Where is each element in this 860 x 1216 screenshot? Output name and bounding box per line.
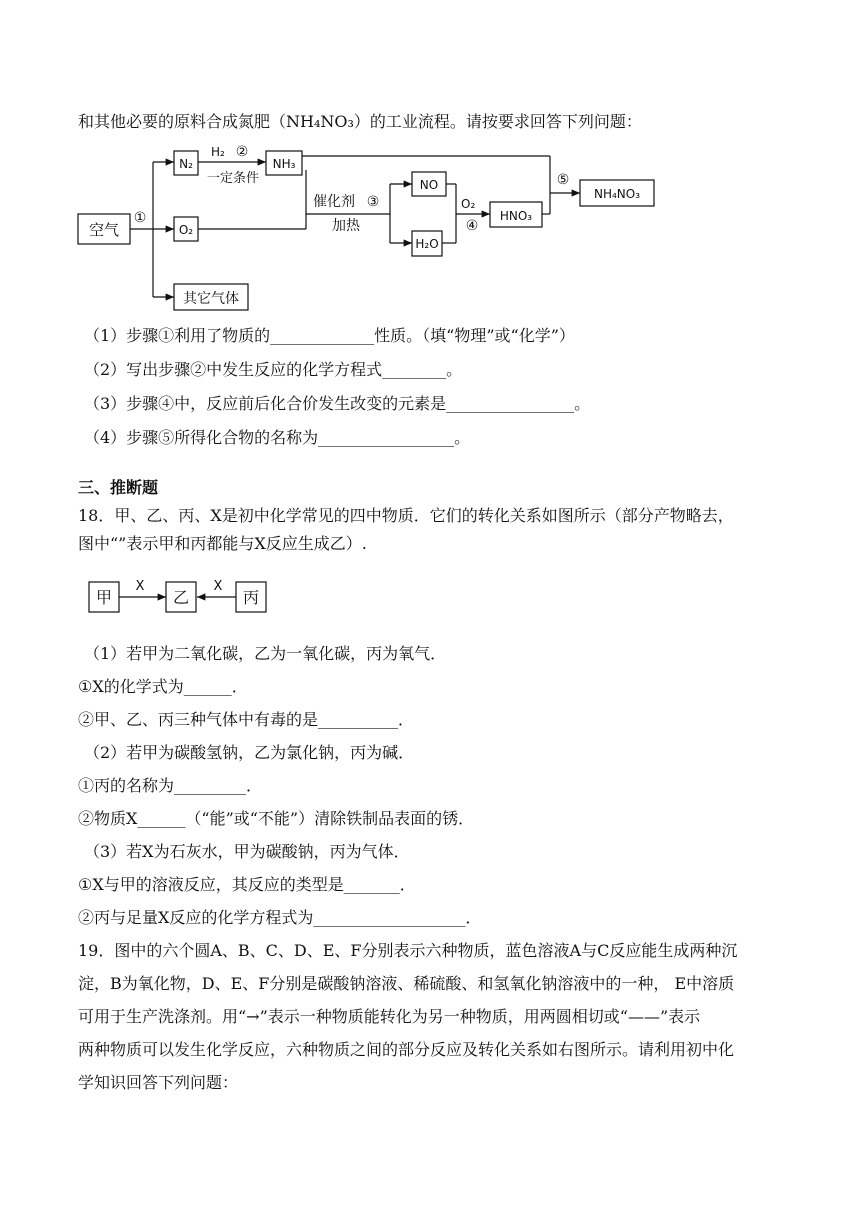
q17-part1: （1）步骤①利用了物质的_____________性质。（填“物理”或“化学”） <box>84 326 575 345</box>
q18-diagram <box>84 576 274 620</box>
q19-line: 可用于生产洗涤剂。用“→”表示一种物质能转化为另一种物质，用两圆相切或“——”表示 <box>78 1007 701 1026</box>
step1-label: ① <box>133 210 147 226</box>
process-flow-diagram <box>70 140 670 315</box>
q18-line: ②物质X______（“能”或“不能”）清除铁制品表面的锈． <box>78 809 475 828</box>
other-gas-label: 其它气体 <box>183 291 239 307</box>
q17-part4: （4）步骤⑤所得化合物的名称为_________________。 <box>84 428 471 447</box>
step2-label: ② <box>235 144 249 160</box>
q19-line: 学知识回答下列问题： <box>78 1073 239 1092</box>
h2-label: H₂ <box>211 145 225 159</box>
condition-label: 一定条件 <box>206 171 260 186</box>
h2o-label: H₂O <box>415 237 439 251</box>
nh3-label: NH₃ <box>272 157 296 171</box>
q18-line: ①X与甲的溶液反应，其反应的类型是_______． <box>78 875 416 894</box>
q18-line: （3）若X为石灰水，甲为碳酸钠，丙为气体． <box>84 842 410 861</box>
o2-label: O₂ <box>178 223 194 237</box>
q19-line: 19．图中的六个圆A、B、C、D、E、F分别表示六种物质，蓝色溶液A与C反应能生成两种沉 <box>78 941 738 960</box>
step3-label: ③ <box>366 194 380 210</box>
q18-line: （2）若甲为碳酸氢钠，乙为氯化钠，丙为碱． <box>84 743 415 762</box>
q19-line: 淀，B为氧化物，D、E、F分别是碳酸钠溶液、稀硫酸、和氢氧化钠溶液中的一种， E中溶质 <box>78 974 735 993</box>
q18-line: （1）若甲为二氧化碳，乙为一氧化碳，丙为氧气． <box>84 644 447 663</box>
nh4no3-label: NH₄NO₃ <box>593 187 641 201</box>
q18-stem-line1: 18．甲、乙、丙、X是初中化学常见的四中物质．它们的转化关系如图所示（部分产物略去， <box>78 506 734 525</box>
x-label-left: X <box>135 579 145 594</box>
q18-stem-line2: 图中“”表示甲和丙都能与X反应生成乙）. <box>78 534 367 553</box>
catalyst-label: 催化剂 <box>313 194 355 210</box>
jia-label: 甲 <box>95 588 113 607</box>
q18-line: ①丙的名称为_________． <box>78 776 263 795</box>
n2-label: N₂ <box>179 157 193 171</box>
q18-line: ②丙与足量X反应的化学方程式为___________________． <box>78 908 482 927</box>
q17-part2: （2）写出步骤②中发生反应的化学方程式________。 <box>84 360 463 379</box>
section-heading: 三、推断题 <box>78 478 159 497</box>
q18-line: ①X的化学式为______． <box>78 677 248 696</box>
hno3-label: HNO₃ <box>499 209 533 223</box>
q17-part3: （3）步骤④中，反应前后化合价发生改变的元素是________________。 <box>84 394 591 413</box>
q18-line: ②甲、乙、丙三种气体中有毒的是__________． <box>78 710 415 729</box>
heat-label: 加热 <box>332 218 360 234</box>
intro-text: 和其他必要的原料合成氮肥（NH₄NO₃）的工业流程。请按要求回答下列问题： <box>78 112 642 131</box>
q19-line: 两种物质可以发生化学反应，六种物质之间的部分反应及转化关系如右图所示。请利用初中化 <box>78 1040 735 1059</box>
o2-reagent-label: O₂ <box>461 197 476 211</box>
step5-label: ⑤ <box>556 172 570 188</box>
bing-label: 丙 <box>242 588 260 607</box>
yi-label: 乙 <box>172 588 190 607</box>
x-label-right: X <box>213 579 223 594</box>
no-label: NO <box>419 178 439 192</box>
air-label: 空气 <box>88 221 120 239</box>
step4-label: ④ <box>465 218 479 234</box>
